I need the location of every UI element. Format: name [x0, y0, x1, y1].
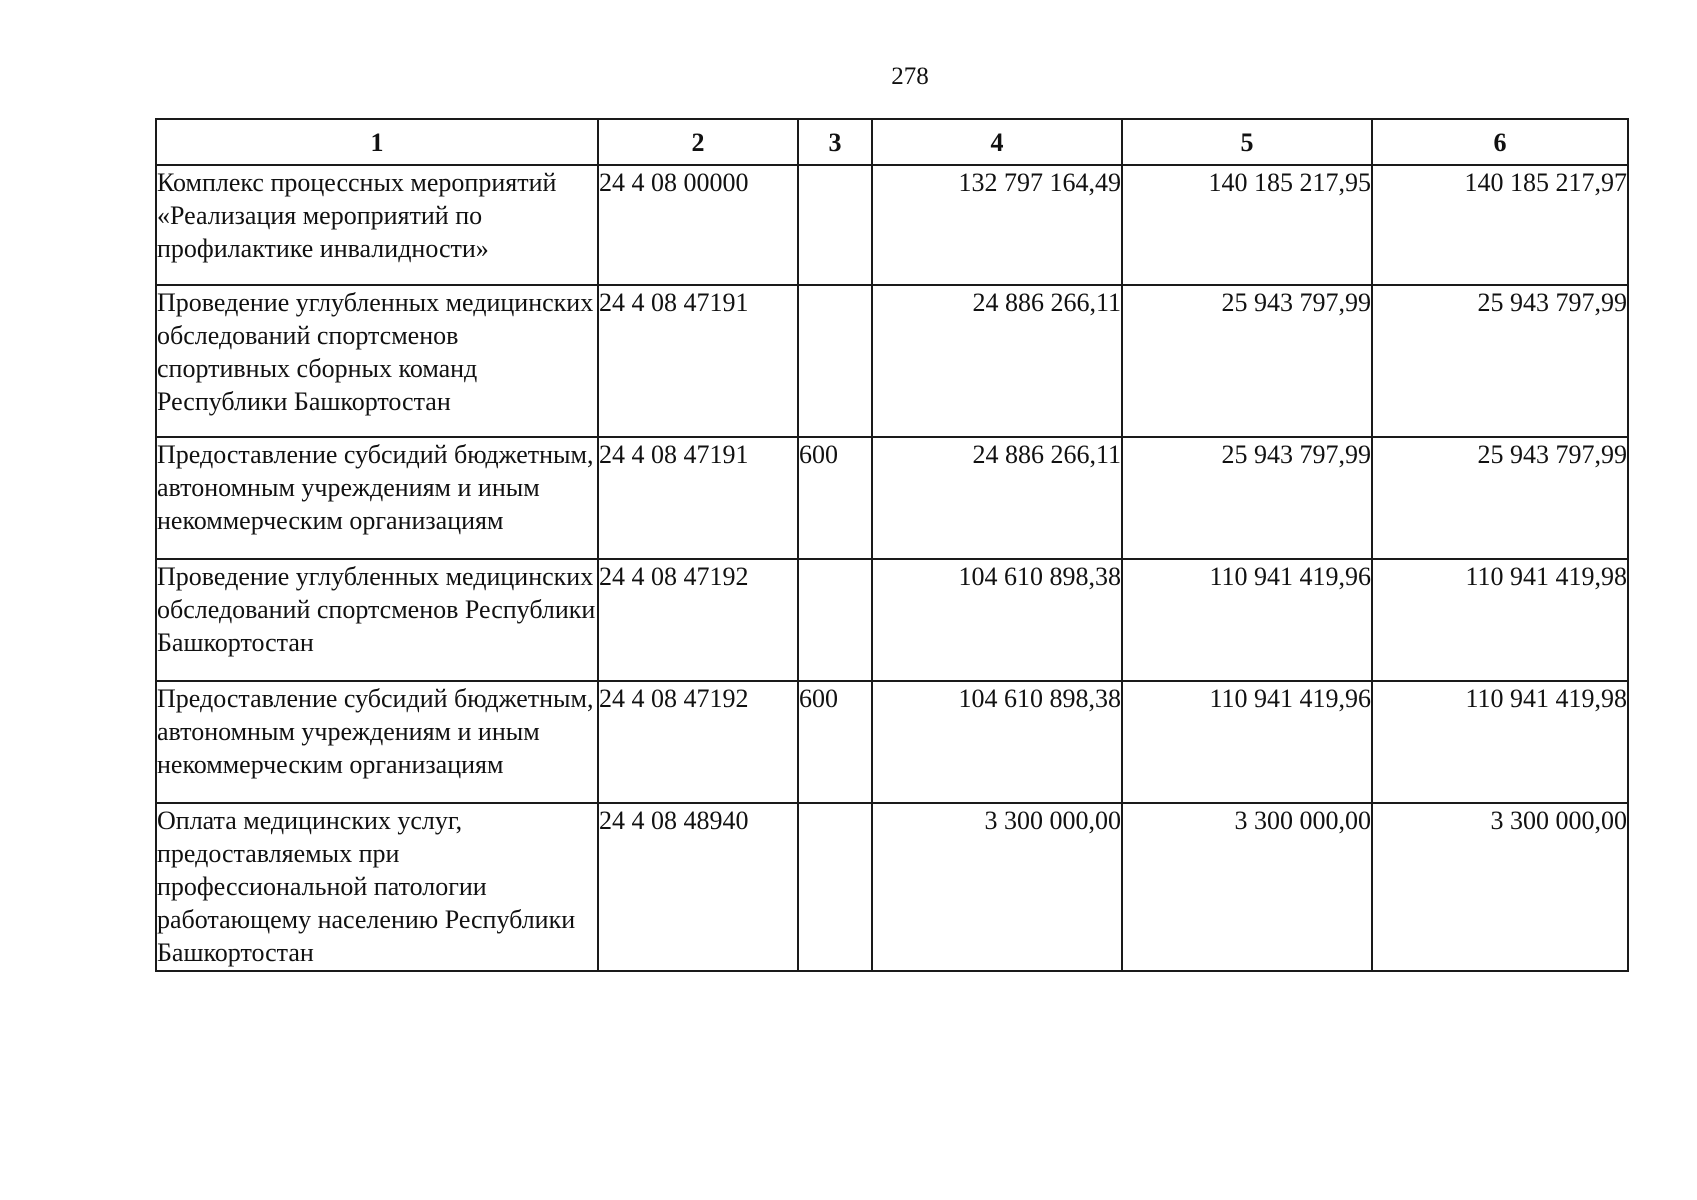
table-row — [156, 437, 1628, 559]
row-value-4-cell: 104 610 898,38 — [872, 681, 1122, 803]
row-code-cell: 24 4 08 48940 — [598, 803, 798, 971]
row-value-6-cell: 140 185 217,97 — [1372, 165, 1628, 285]
column-header-1: 1 — [156, 119, 598, 165]
row-code-cell: 24 4 08 47192 — [598, 559, 798, 681]
table-row — [156, 803, 1628, 971]
column-header-5: 5 — [1122, 119, 1372, 165]
row-value-6-cell: 110 941 419,98 — [1372, 681, 1628, 803]
table-row — [156, 285, 1628, 437]
row-value-4-cell: 3 300 000,00 — [872, 803, 1122, 971]
row-name-cell: Комплекс процессных мероприятий «Реализация мероприятий по профилактике инвалидности» — [156, 165, 598, 285]
row-value-4-cell: 24 886 266,11 — [872, 285, 1122, 437]
row-value-5-cell: 3 300 000,00 — [1122, 803, 1372, 971]
page-number: 278 — [891, 63, 929, 90]
row-type-cell: 600 — [798, 681, 872, 803]
row-type-cell — [798, 559, 872, 681]
table-row — [156, 559, 1628, 681]
column-header-4: 4 — [872, 119, 1122, 165]
row-code-cell: 24 4 08 47191 — [598, 437, 798, 559]
row-value-6-cell: 3 300 000,00 — [1372, 803, 1628, 971]
row-value-5-cell: 110 941 419,96 — [1122, 681, 1372, 803]
row-value-5-cell: 25 943 797,99 — [1122, 285, 1372, 437]
budget-table — [155, 118, 1629, 972]
table-row — [156, 681, 1628, 803]
row-code-cell: 24 4 08 00000 — [598, 165, 798, 285]
row-code-cell: 24 4 08 47191 — [598, 285, 798, 437]
row-value-4-cell: 24 886 266,11 — [872, 437, 1122, 559]
row-type-cell: 600 — [798, 437, 872, 559]
row-name-cell: Предоставление субсидий бюджетным, автономным учреждениям и иным некоммерческим организациям — [156, 437, 598, 559]
row-name-cell: Оплата медицинских услуг, предоставляемых при профессиональной патологии работающему населению Республики Башкортостан — [156, 803, 598, 971]
row-value-4-cell: 132 797 164,49 — [872, 165, 1122, 285]
table-row — [156, 165, 1628, 285]
row-value-6-cell: 110 941 419,98 — [1372, 559, 1628, 681]
column-header-3: 3 — [798, 119, 872, 165]
row-value-5-cell: 140 185 217,95 — [1122, 165, 1372, 285]
column-header-2: 2 — [598, 119, 798, 165]
row-value-6-cell: 25 943 797,99 — [1372, 437, 1628, 559]
column-header-6: 6 — [1372, 119, 1628, 165]
row-name-cell: Проведение углубленных медицинских обследований спортсменов Республики Башкортостан — [156, 559, 598, 681]
row-type-cell — [798, 803, 872, 971]
row-type-cell — [798, 165, 872, 285]
row-name-cell: Проведение углубленных медицинских обследований спортсменов спортивных сборных команд Республики Башкортостан — [156, 285, 598, 437]
table-header-row — [156, 119, 1628, 165]
row-value-6-cell: 25 943 797,99 — [1372, 285, 1628, 437]
row-code-cell: 24 4 08 47192 — [598, 681, 798, 803]
row-value-5-cell: 110 941 419,96 — [1122, 559, 1372, 681]
row-type-cell — [798, 285, 872, 437]
row-name-cell: Предоставление субсидий бюджетным, автономным учреждениям и иным некоммерческим организациям — [156, 681, 598, 803]
row-value-4-cell: 104 610 898,38 — [872, 559, 1122, 681]
row-value-5-cell: 25 943 797,99 — [1122, 437, 1372, 559]
